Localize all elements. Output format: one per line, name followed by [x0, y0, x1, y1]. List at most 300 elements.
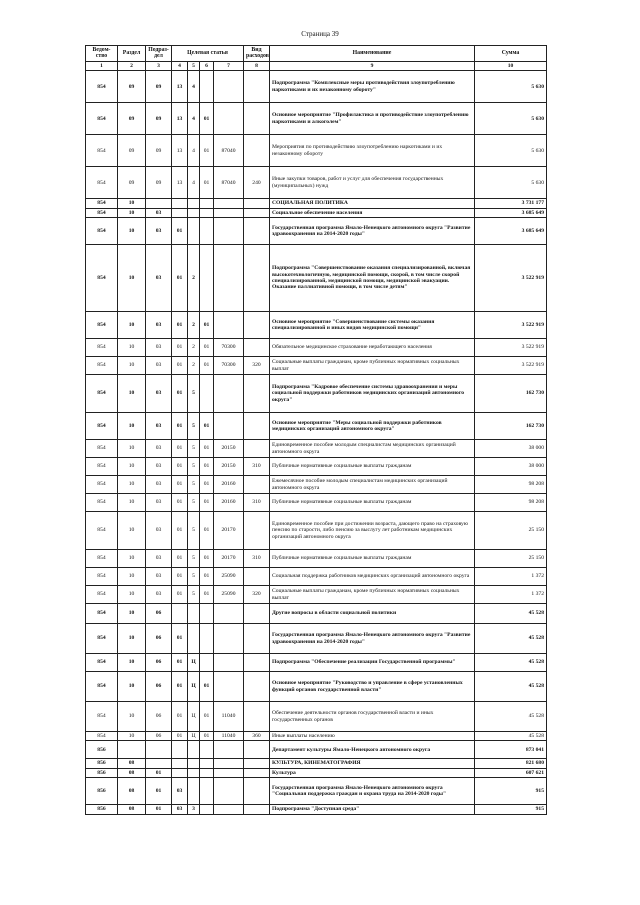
sum-cell: 607 621 [475, 768, 547, 777]
name-cell: Культура [270, 768, 475, 777]
subsection-cell: 09 [146, 71, 172, 103]
dept-cell: 854 [86, 494, 118, 512]
table-row [86, 672, 547, 702]
subprogram-cell: 5 [188, 375, 200, 413]
exp-type-cell [244, 218, 270, 245]
subsection-cell [146, 199, 172, 208]
subsection-cell: 06 [146, 672, 172, 702]
sum-cell: 915 [475, 778, 547, 805]
table-row [86, 512, 547, 550]
exp-type-cell: 310 [244, 550, 270, 568]
section-cell: 10 [118, 624, 146, 654]
program-cell [172, 759, 188, 768]
event-cell [200, 778, 214, 805]
subprogram-cell [188, 208, 200, 217]
event-cell [200, 654, 214, 672]
direction-cell: 25090 [214, 586, 244, 604]
program-cell: 13 [172, 167, 188, 199]
name-cell: Мероприятия по противодействию злоупотреблению наркотиками и их незаконному обороту [270, 135, 475, 167]
dept-cell: 854 [86, 312, 118, 339]
subsection-cell [146, 741, 172, 759]
subsection-cell: 03 [146, 476, 172, 494]
table-row [86, 624, 547, 654]
dept-cell: 856 [86, 768, 118, 777]
name-cell: Подпрограмма "Обеспечение реализации Государственной программы" [270, 654, 475, 672]
direction-cell [214, 208, 244, 217]
exp-type-cell [244, 245, 270, 312]
name-cell: СОЦИАЛЬНАЯ ПОЛИТИКА [270, 199, 475, 208]
program-cell: 01 [172, 245, 188, 312]
subsection-cell: 09 [146, 167, 172, 199]
subsection-cell [146, 759, 172, 768]
dept-cell: 854 [86, 208, 118, 217]
exp-type-cell: 310 [244, 458, 270, 476]
header-target: Целевая статья [172, 46, 244, 62]
section-cell: 10 [118, 494, 146, 512]
header-name: Наименование [270, 46, 475, 62]
sum-cell: 25 150 [475, 512, 547, 550]
subprogram-cell: 5 [188, 568, 200, 586]
subsection-cell: 03 [146, 440, 172, 458]
event-cell [200, 759, 214, 768]
sum-cell: 45 528 [475, 732, 547, 741]
subsection-cell: 01 [146, 805, 172, 814]
exp-type-cell: 360 [244, 732, 270, 741]
direction-cell [214, 768, 244, 777]
dept-cell: 856 [86, 759, 118, 768]
exp-type-cell [244, 339, 270, 357]
table-row [86, 413, 547, 440]
sum-cell: 162 730 [475, 375, 547, 413]
name-cell: Социальная поддержка работников медицинских организаций автономного округа [270, 568, 475, 586]
dept-cell: 856 [86, 741, 118, 759]
event-cell: 01 [200, 550, 214, 568]
subsection-cell: 03 [146, 586, 172, 604]
sum-cell: 5 630 [475, 167, 547, 199]
subsection-cell: 03 [146, 458, 172, 476]
sum-cell: 45 528 [475, 672, 547, 702]
subprogram-cell: 2 [188, 339, 200, 357]
column-number: 6 [200, 61, 214, 70]
name-cell: Публичные нормативные социальные выплаты гражданам [270, 458, 475, 476]
direction-cell [214, 103, 244, 135]
section-cell: 08 [118, 768, 146, 777]
event-cell: 01 [200, 512, 214, 550]
name-cell: Обеспечение деятельности органов государственной власти и иных государственных органов [270, 702, 475, 732]
subprogram-cell: 5 [188, 440, 200, 458]
dept-cell: 854 [86, 654, 118, 672]
subprogram-cell: 2 [188, 245, 200, 312]
subprogram-cell: 5 [188, 550, 200, 568]
exp-type-cell: 240 [244, 167, 270, 199]
subprogram-cell: 5 [188, 476, 200, 494]
dept-cell: 854 [86, 512, 118, 550]
column-number: 10 [475, 61, 547, 70]
sum-cell: 162 730 [475, 413, 547, 440]
dept-cell: 854 [86, 568, 118, 586]
program-cell: 01 [172, 476, 188, 494]
name-cell: Другие вопросы в области социальной политики [270, 604, 475, 624]
dept-cell: 854 [86, 440, 118, 458]
subsection-cell: 06 [146, 624, 172, 654]
event-cell [200, 741, 214, 759]
section-cell: 10 [118, 458, 146, 476]
table-row [86, 375, 547, 413]
subprogram-cell: Ц [188, 702, 200, 732]
subprogram-cell: 4 [188, 103, 200, 135]
name-cell: Подпрограмма "Комплексные меры противодействия злоупотреблению наркотиками и их незаконному обороту" [270, 71, 475, 103]
name-cell: Основное мероприятие "Профилактика и противодействие злоупотреблению наркотиками и алкоголем" [270, 103, 475, 135]
section-cell: 10 [118, 218, 146, 245]
header-exp-type: Вид расходов [244, 46, 270, 62]
event-cell [200, 768, 214, 777]
direction-cell [214, 741, 244, 759]
event-cell [200, 375, 214, 413]
dept-cell: 854 [86, 218, 118, 245]
section-cell [118, 741, 146, 759]
event-cell [200, 71, 214, 103]
exp-type-cell [244, 440, 270, 458]
direction-cell [214, 604, 244, 624]
table-row [86, 199, 547, 208]
direction-cell: 70300 [214, 339, 244, 357]
name-cell: Социальные выплаты гражданам, кроме публичных нормативных социальных выплат [270, 586, 475, 604]
program-cell: 01 [172, 624, 188, 654]
table-row [86, 702, 547, 732]
section-cell: 09 [118, 103, 146, 135]
dept-cell: 856 [86, 805, 118, 814]
dept-cell: 854 [86, 339, 118, 357]
column-number: 7 [214, 61, 244, 70]
subprogram-cell [188, 218, 200, 245]
section-cell: 10 [118, 440, 146, 458]
exp-type-cell [244, 654, 270, 672]
direction-cell [214, 199, 244, 208]
table-row [86, 768, 547, 777]
section-cell: 10 [118, 245, 146, 312]
event-cell: 01 [200, 339, 214, 357]
subsection-cell: 01 [146, 768, 172, 777]
header-dept: Ведом-ство [86, 46, 118, 62]
name-cell: Подпрограмма "Кадровое обеспечение системы здравоохранения и меры социальной поддержки работников медицинских организаций автономного округа" [270, 375, 475, 413]
name-cell: Ежемесячное пособие молодым специалистам медицинских организаций автономного округа [270, 476, 475, 494]
table-row [86, 218, 547, 245]
page-header: Страница 39 [301, 30, 339, 38]
table-row [86, 339, 547, 357]
name-cell: Иные закупки товаров, работ и услуг для обеспечения государственных (муниципальных) нужд [270, 167, 475, 199]
dept-cell: 854 [86, 135, 118, 167]
subsection-cell: 03 [146, 218, 172, 245]
table-row [86, 778, 547, 805]
section-cell: 10 [118, 339, 146, 357]
section-cell: 08 [118, 759, 146, 768]
section-cell: 10 [118, 357, 146, 375]
table-row [86, 458, 547, 476]
section-cell: 10 [118, 732, 146, 741]
name-cell: Единовременное пособие молодым специалистам медицинских организаций автономного округа [270, 440, 475, 458]
subsection-cell: 01 [146, 778, 172, 805]
program-cell: 01 [172, 440, 188, 458]
dept-cell: 854 [86, 167, 118, 199]
program-cell: 01 [172, 218, 188, 245]
dept-cell: 854 [86, 702, 118, 732]
sum-cell: 45 528 [475, 604, 547, 624]
name-cell: Иные выплаты населению [270, 732, 475, 741]
subsection-cell: 03 [146, 512, 172, 550]
exp-type-cell [244, 312, 270, 339]
sum-cell: 38 000 [475, 458, 547, 476]
program-cell: 03 [172, 778, 188, 805]
section-cell: 09 [118, 167, 146, 199]
direction-cell: 25090 [214, 568, 244, 586]
direction-cell: 11040 [214, 702, 244, 732]
sum-cell: 915 [475, 805, 547, 814]
table-body [86, 71, 547, 814]
dept-cell: 854 [86, 357, 118, 375]
subprogram-cell [188, 778, 200, 805]
direction-cell [214, 672, 244, 702]
exp-type-cell [244, 624, 270, 654]
sum-cell: 3 685 649 [475, 218, 547, 245]
direction-cell [214, 805, 244, 814]
table-row [86, 604, 547, 624]
exp-type-cell [244, 512, 270, 550]
event-cell [200, 624, 214, 654]
sum-cell: 3 522 919 [475, 339, 547, 357]
table-row [86, 135, 547, 167]
sum-cell: 5 630 [475, 103, 547, 135]
subprogram-cell: 3 [188, 805, 200, 814]
section-cell: 10 [118, 586, 146, 604]
name-cell: Основное мероприятие "Совершенствование системы оказания специализированной и иных видов медицинской помощи" [270, 312, 475, 339]
column-number: 9 [270, 61, 475, 70]
event-cell [200, 245, 214, 312]
section-cell: 10 [118, 672, 146, 702]
name-cell: Подпрограмма "Совершенствование оказания специализированной, включая высокотехнологичную, медицинской помощи, скорой, в том числе скорой специализированной, медицинской помощи, медицинской эвакуации. Оказание паллиативной помощи, в том числе детям" [270, 245, 475, 312]
column-number-row [86, 61, 547, 70]
event-cell [200, 199, 214, 208]
header-section: Раздел [118, 46, 146, 62]
dept-cell: 854 [86, 199, 118, 208]
sum-cell: 98 208 [475, 476, 547, 494]
direction-cell [214, 218, 244, 245]
name-cell: Департамент культуры Ямало-Ненецкого автономного округа [270, 741, 475, 759]
section-cell: 10 [118, 702, 146, 732]
direction-cell: 20160 [214, 476, 244, 494]
event-cell: 01 [200, 672, 214, 702]
table-row [86, 71, 547, 103]
program-cell: 03 [172, 805, 188, 814]
table-row [86, 586, 547, 604]
name-cell: Основное мероприятие "Меры социальной поддержки работников медицинских организаций автономного округа" [270, 413, 475, 440]
subprogram-cell: 5 [188, 586, 200, 604]
direction-cell [214, 312, 244, 339]
section-cell: 10 [118, 568, 146, 586]
subsection-cell: 03 [146, 245, 172, 312]
subsection-cell: 03 [146, 375, 172, 413]
exp-type-cell [244, 702, 270, 732]
sum-cell: 1 372 [475, 568, 547, 586]
event-cell [200, 208, 214, 217]
event-cell: 01 [200, 135, 214, 167]
table-row [86, 805, 547, 814]
column-number: 3 [146, 61, 172, 70]
sum-cell: 3 522 919 [475, 312, 547, 339]
event-cell: 01 [200, 494, 214, 512]
program-cell: 01 [172, 732, 188, 741]
subprogram-cell [188, 624, 200, 654]
exp-type-cell [244, 768, 270, 777]
event-cell [200, 218, 214, 245]
exp-type-cell [244, 672, 270, 702]
dept-cell: 854 [86, 624, 118, 654]
program-cell: 01 [172, 550, 188, 568]
dept-cell: 854 [86, 476, 118, 494]
exp-type-cell: 310 [244, 494, 270, 512]
sum-cell: 3 685 649 [475, 208, 547, 217]
column-number: 8 [244, 61, 270, 70]
direction-cell: 11040 [214, 732, 244, 741]
dept-cell: 854 [86, 672, 118, 702]
direction-cell: 20170 [214, 550, 244, 568]
program-cell: 01 [172, 672, 188, 702]
sum-cell: 5 630 [475, 71, 547, 103]
subprogram-cell: 5 [188, 494, 200, 512]
table-row [86, 357, 547, 375]
exp-type-cell [244, 568, 270, 586]
subprogram-cell [188, 768, 200, 777]
section-cell: 10 [118, 512, 146, 550]
section-cell: 10 [118, 413, 146, 440]
subprogram-cell: Ц [188, 672, 200, 702]
table-row [86, 103, 547, 135]
program-cell: 01 [172, 512, 188, 550]
subsection-cell: 06 [146, 702, 172, 732]
program-cell: 01 [172, 568, 188, 586]
name-cell: Социальное обеспечение населения [270, 208, 475, 217]
event-cell [200, 805, 214, 814]
program-cell: 01 [172, 458, 188, 476]
section-cell: 08 [118, 805, 146, 814]
exp-type-cell [244, 741, 270, 759]
name-cell: Обязательное медицинское страхование неработающего населения [270, 339, 475, 357]
table-row [86, 245, 547, 312]
dept-cell: 854 [86, 413, 118, 440]
table-row [86, 312, 547, 339]
direction-cell [214, 778, 244, 805]
event-cell: 01 [200, 103, 214, 135]
column-number: 5 [188, 61, 200, 70]
subsection-cell: 03 [146, 413, 172, 440]
program-cell: 13 [172, 103, 188, 135]
column-number: 4 [172, 61, 188, 70]
exp-type-cell [244, 805, 270, 814]
table-row [86, 167, 547, 199]
subprogram-cell: 5 [188, 512, 200, 550]
table-row [86, 550, 547, 568]
exp-type-cell: 320 [244, 586, 270, 604]
sum-cell: 98 208 [475, 494, 547, 512]
section-cell: 09 [118, 135, 146, 167]
subprogram-cell: 5 [188, 458, 200, 476]
name-cell: Подпрограмма "Доступная среда" [270, 805, 475, 814]
subprogram-cell: 5 [188, 413, 200, 440]
program-cell: 01 [172, 357, 188, 375]
table-row [86, 741, 547, 759]
table-row [86, 654, 547, 672]
exp-type-cell [244, 604, 270, 624]
sum-cell: 873 041 [475, 741, 547, 759]
subsection-cell: 06 [146, 732, 172, 741]
event-cell [200, 604, 214, 624]
sum-cell: 1 372 [475, 586, 547, 604]
direction-cell: 87040 [214, 135, 244, 167]
direction-cell: 87040 [214, 167, 244, 199]
exp-type-cell [244, 71, 270, 103]
section-cell: 08 [118, 778, 146, 805]
section-cell: 10 [118, 312, 146, 339]
dept-cell: 854 [86, 375, 118, 413]
sum-cell: 3 522 919 [475, 245, 547, 312]
section-cell: 10 [118, 199, 146, 208]
exp-type-cell: 320 [244, 357, 270, 375]
subsection-cell: 03 [146, 568, 172, 586]
direction-cell [214, 624, 244, 654]
name-cell: Государственная программа Ямало-Ненецкого автономного округа "Развитие здравоохранения на 2014-2020 годы" [270, 218, 475, 245]
program-cell: 01 [172, 494, 188, 512]
exp-type-cell [244, 476, 270, 494]
program-cell: 01 [172, 413, 188, 440]
table-row [86, 568, 547, 586]
section-cell: 10 [118, 654, 146, 672]
program-cell [172, 768, 188, 777]
subprogram-cell: 2 [188, 357, 200, 375]
program-cell [172, 741, 188, 759]
sum-cell: 38 000 [475, 440, 547, 458]
direction-cell [214, 71, 244, 103]
table-row [86, 476, 547, 494]
event-cell: 01 [200, 732, 214, 741]
dept-cell: 854 [86, 103, 118, 135]
section-cell: 10 [118, 375, 146, 413]
exp-type-cell [244, 759, 270, 768]
sum-cell: 45 528 [475, 654, 547, 672]
program-cell: 01 [172, 339, 188, 357]
event-cell: 01 [200, 568, 214, 586]
direction-cell [214, 245, 244, 312]
subprogram-cell: 4 [188, 71, 200, 103]
sum-cell: 45 528 [475, 702, 547, 732]
table-row [86, 759, 547, 768]
section-cell: 09 [118, 71, 146, 103]
program-cell: 01 [172, 312, 188, 339]
exp-type-cell [244, 199, 270, 208]
name-cell: Социальные выплаты гражданам, кроме публичных нормативных социальных выплат [270, 357, 475, 375]
direction-cell: 70300 [214, 357, 244, 375]
header-sum: Сумма [475, 46, 547, 62]
subsection-cell: 03 [146, 357, 172, 375]
subsection-cell: 03 [146, 494, 172, 512]
direction-cell: 20170 [214, 512, 244, 550]
subprogram-cell: Ц [188, 654, 200, 672]
event-cell: 01 [200, 586, 214, 604]
name-cell: Основное мероприятие "Руководство и управление в сфере установленных функций органов государственной власти" [270, 672, 475, 702]
subprogram-cell: 4 [188, 167, 200, 199]
program-cell [172, 604, 188, 624]
subsection-cell: 03 [146, 312, 172, 339]
name-cell: КУЛЬТУРА, КИНЕМАТОГРАФИЯ [270, 759, 475, 768]
direction-cell [214, 375, 244, 413]
